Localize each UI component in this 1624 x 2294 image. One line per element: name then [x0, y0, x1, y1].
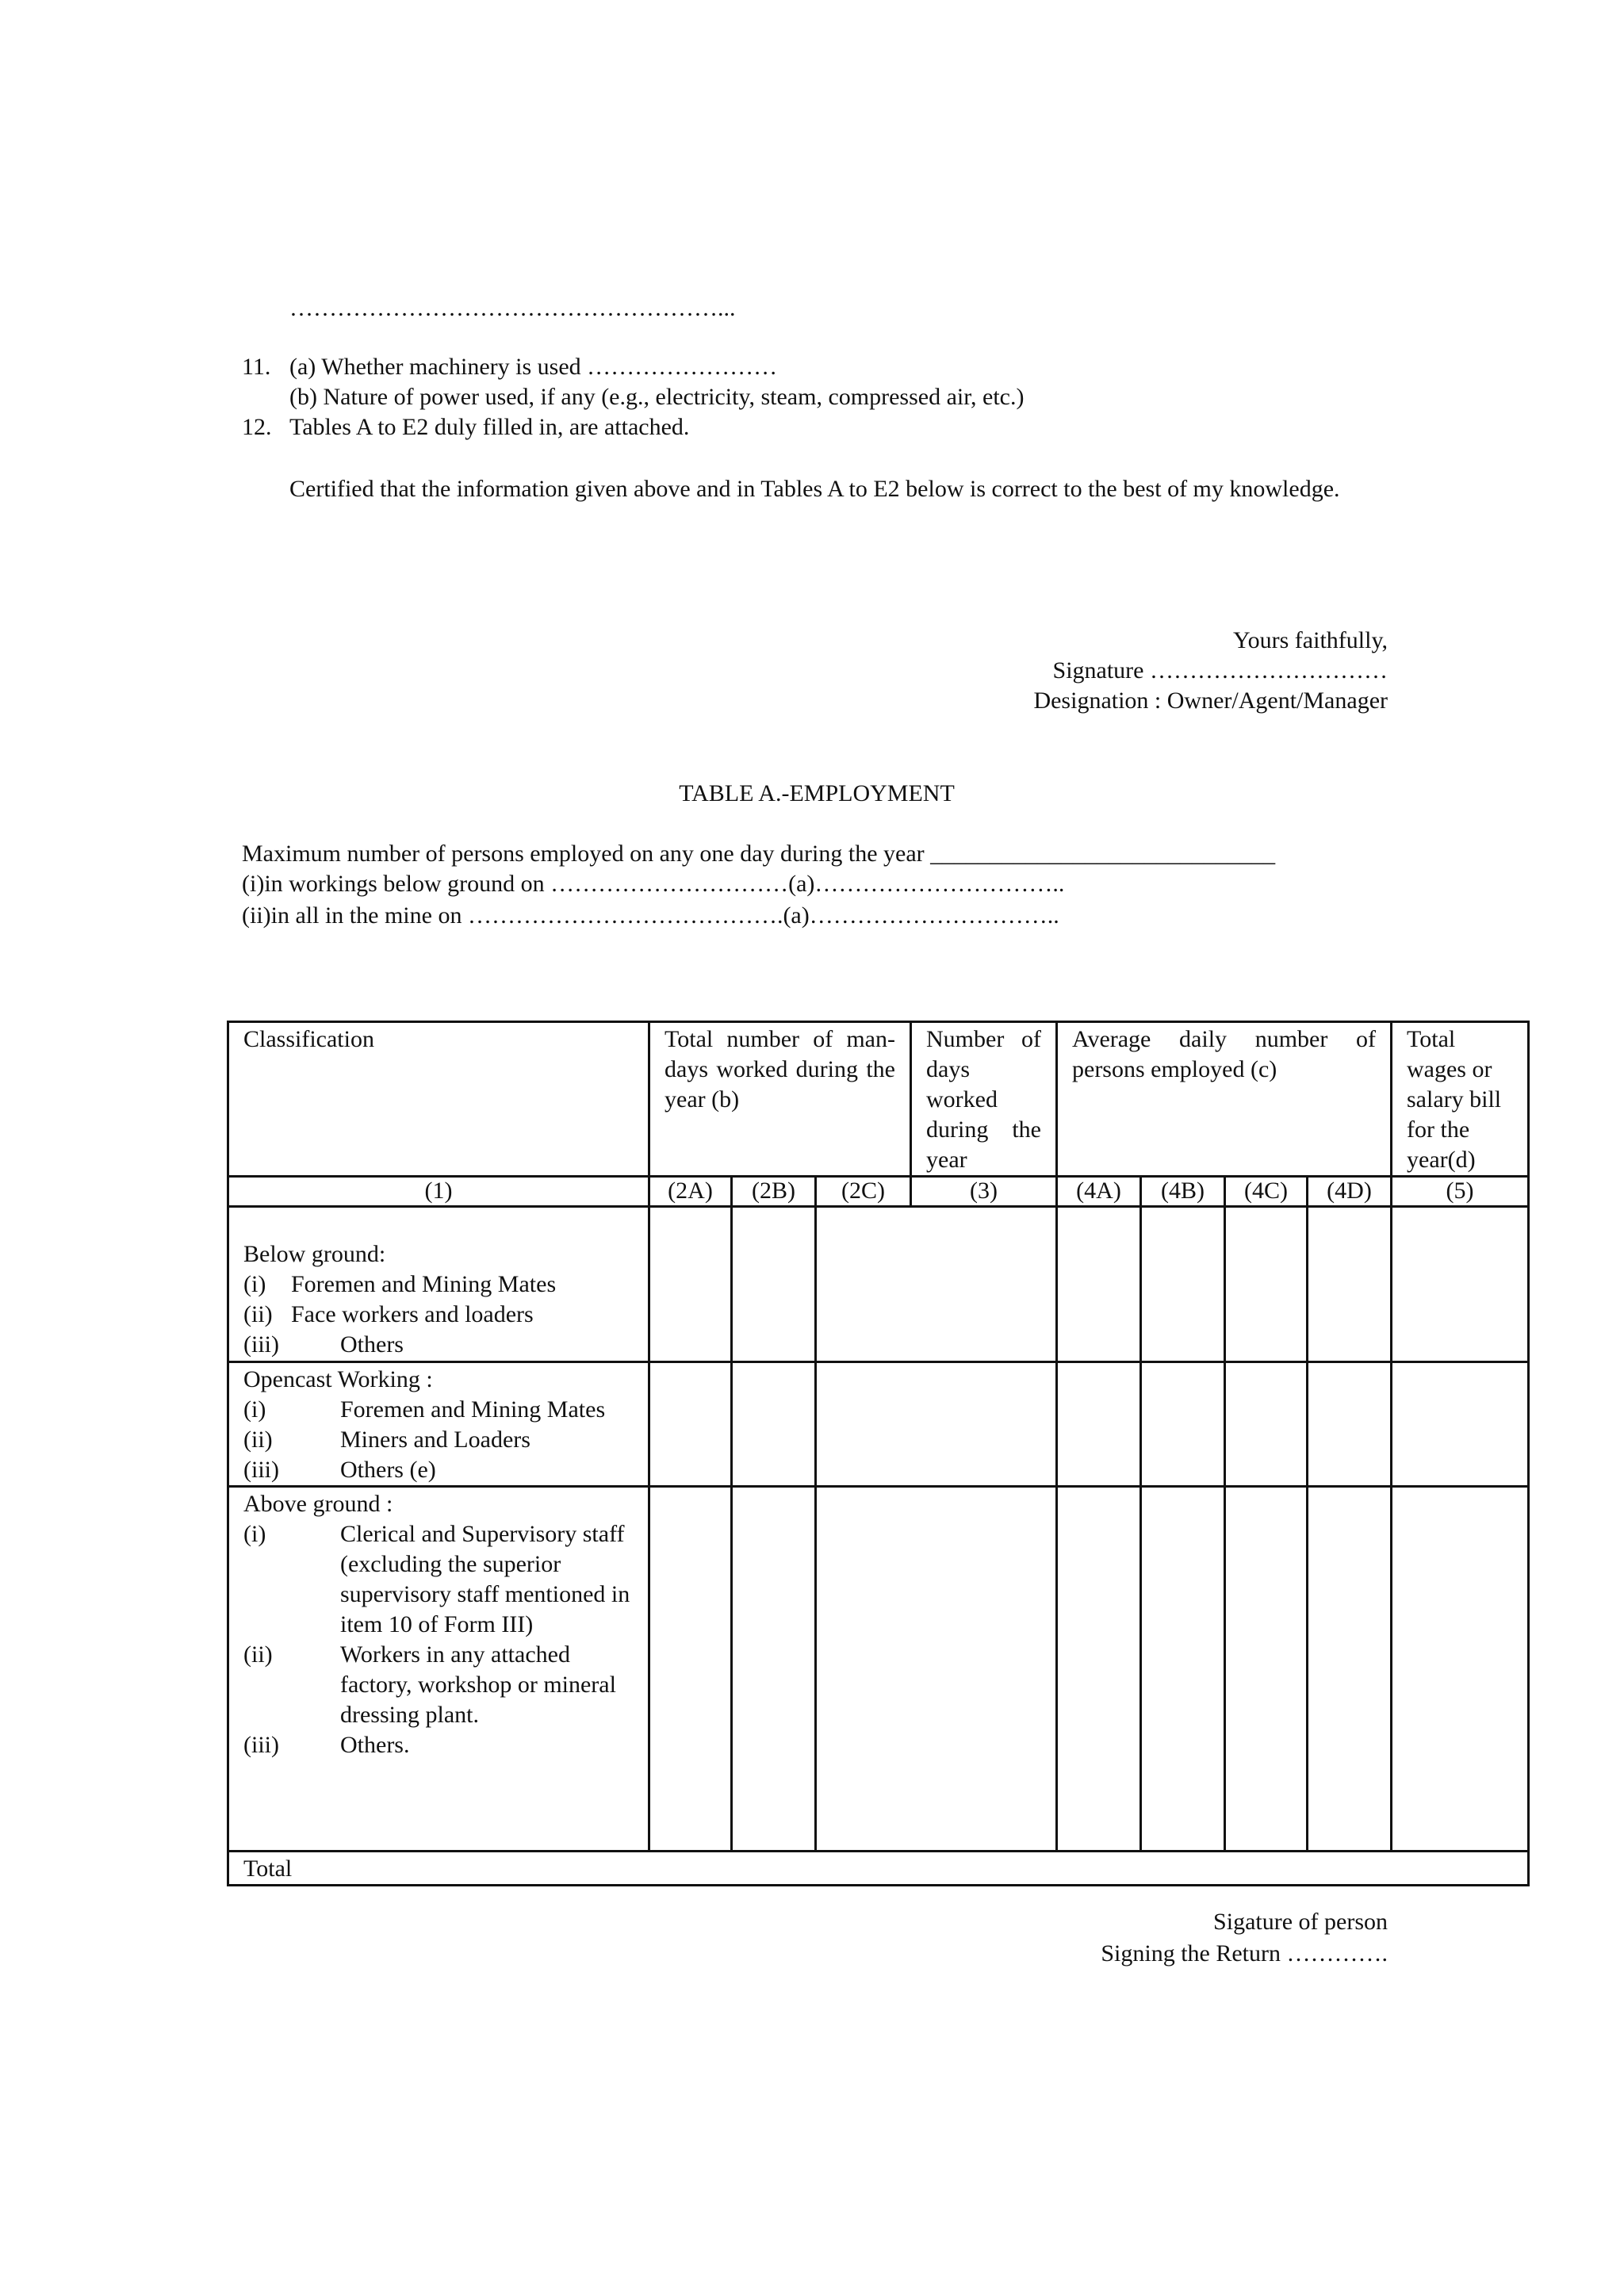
data-cell[interactable] [732, 1487, 816, 1852]
data-cell[interactable] [1141, 1207, 1225, 1362]
table-title: TABLE A.-EMPLOYMENT [679, 780, 955, 806]
header-classification: Classification [228, 1022, 649, 1177]
col-number: (2C) [816, 1177, 911, 1207]
data-cell[interactable] [1225, 1362, 1308, 1487]
footer-signature-line1: Sigature of person [1213, 1909, 1388, 1935]
table-row-opencast [228, 1362, 1529, 1487]
data-cell[interactable] [1057, 1362, 1141, 1487]
data-cell[interactable] [649, 1487, 732, 1852]
data-cell[interactable] [1392, 1487, 1529, 1852]
header-mandays: Total number of man-days worked during the year (b) [649, 1022, 911, 1177]
col-number: (2B) [732, 1177, 816, 1207]
table-row-below-ground [228, 1207, 1529, 1362]
col-number: (2A) [649, 1177, 732, 1207]
all-mine-persons-line: (ii)in all in the mine on ………………………………….(a)………………………….. [242, 902, 1059, 929]
opencast-title: Opencast Working : [243, 1366, 433, 1392]
data-cell[interactable] [1308, 1207, 1392, 1362]
item-11b-text: (b) Nature of power used, if any (e.g., electricity, steam, compressed air, etc.) [289, 384, 1025, 410]
top-dotted-line: ………………………………………………... [289, 295, 736, 321]
table-row-total [228, 1852, 1529, 1886]
above-ground-cell [228, 1487, 649, 1852]
column-number-row [228, 1177, 1529, 1207]
below-ground-title: Below ground: [243, 1241, 386, 1267]
col-number: (4C) [1225, 1177, 1308, 1207]
item-11a-text: (a) Whether machinery is used …………………… [289, 354, 778, 380]
opencast-cell [228, 1362, 649, 1487]
list-item: (iii) Others (e) [243, 1457, 436, 1483]
data-cell[interactable] [1225, 1207, 1308, 1362]
table-header-row [228, 1022, 1529, 1177]
certification-text: Certified that the information given above and in Tables A to E2 below is correct to the best of my knowledge. [289, 476, 1340, 502]
data-cell[interactable] [816, 1207, 1057, 1362]
data-cell[interactable] [1141, 1362, 1225, 1487]
designation-line: Designation : Owner/Agent/Manager [1033, 687, 1388, 714]
above-ground-title: Above ground : [243, 1491, 393, 1517]
data-cell[interactable] [816, 1362, 1057, 1487]
data-cell[interactable] [1225, 1487, 1308, 1852]
item-12-text: Tables A to E2 duly filled in, are attached. [289, 414, 690, 440]
data-cell[interactable] [732, 1207, 816, 1362]
list-item: (i) Foremen and Mining Mates [243, 1271, 557, 1297]
data-cell[interactable] [816, 1487, 1057, 1852]
list-item: (ii) Face workers and loaders [243, 1301, 534, 1327]
signature-line: Signature ………………………… [1052, 657, 1388, 684]
col-number: (4A) [1057, 1177, 1141, 1207]
below-ground-persons-line: (i)in workings below ground on …………………………(a)………………………….. [242, 871, 1065, 897]
employment-table [227, 1021, 1530, 1886]
data-cell[interactable] [1141, 1487, 1225, 1852]
list-item: (i) Foremen and Mining Mates [243, 1396, 606, 1423]
data-cell[interactable] [1308, 1362, 1392, 1487]
col-number: (4B) [1141, 1177, 1225, 1207]
data-cell[interactable] [1057, 1487, 1141, 1852]
header-wages: Total wages or salary bill for the year(d) [1392, 1022, 1529, 1177]
data-cell[interactable] [649, 1207, 732, 1362]
list-item: (ii) Workers in any attached factory, workshop or mineral dressing plant. [243, 1641, 616, 1728]
item-12-number: 12. [242, 414, 272, 440]
table-row-above-ground [228, 1487, 1529, 1852]
col-number: (3) [911, 1177, 1057, 1207]
item-11-number: 11. [242, 354, 271, 380]
data-cell[interactable] [1392, 1362, 1529, 1487]
footer-signature-line2: Signing the Return …………. [1101, 1940, 1388, 1967]
header-avg-daily: Average daily number of persons employed (c) [1057, 1022, 1392, 1177]
list-item: (iii) Others. [243, 1732, 410, 1758]
closing-text: Yours faithfully, [1232, 627, 1388, 653]
data-cell[interactable] [1057, 1207, 1141, 1362]
col-number: (4D) [1308, 1177, 1392, 1207]
col-number: (1) [228, 1177, 649, 1207]
below-ground-cell [228, 1207, 649, 1362]
header-days-worked: Number of days worked during the year [911, 1022, 1057, 1177]
list-item: (iii) Others [243, 1331, 404, 1358]
data-cell[interactable] [1392, 1207, 1529, 1362]
data-cell[interactable] [1308, 1487, 1392, 1852]
col-number: (5) [1392, 1177, 1529, 1207]
total-label: Total [228, 1852, 1529, 1886]
max-persons-line: Maximum number of persons employed on any one day during the year _____________________________ [242, 841, 1276, 867]
list-item: (i) Clerical and Supervisory staff (excluding the superior supervisory staff mentioned in item 10 of Form III) [243, 1521, 630, 1637]
data-cell[interactable] [649, 1362, 732, 1487]
list-item: (ii) Miners and Loaders [243, 1427, 530, 1453]
data-cell[interactable] [732, 1362, 816, 1487]
